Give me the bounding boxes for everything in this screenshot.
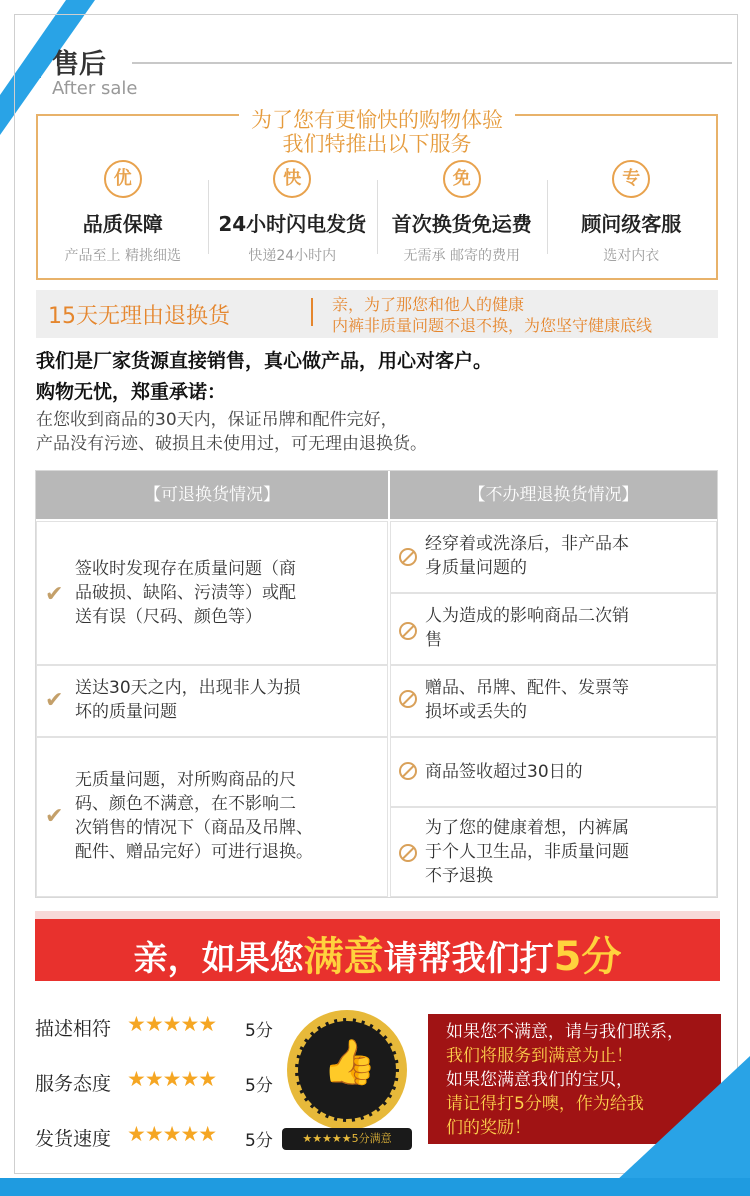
fast-badge-icon: 快	[273, 160, 311, 198]
cell-line: 损坏或丢失的	[425, 702, 527, 722]
star-icon: ★★★★★	[127, 1122, 217, 1146]
thumbs-up-icon: 👍	[322, 1037, 377, 1088]
rating-score: 5分	[245, 1131, 273, 1151]
message-line1: 如果您不满意，请与我们联系，	[446, 1022, 684, 1042]
cell-line: 售	[425, 630, 442, 650]
promise-line1: 我们是厂家货源直接销售，真心做产品，用心对客户。	[36, 350, 493, 372]
message-line3: 如果您满意我们的宝贝，	[446, 1070, 633, 1090]
services-panel	[36, 108, 718, 280]
rating-row-service	[35, 1065, 285, 1120]
quality-badge-icon: 优	[104, 160, 142, 198]
cell-line: 不予退换	[425, 866, 493, 886]
banner-text-part1: 亲，如果您	[133, 939, 304, 979]
table-row	[36, 737, 388, 897]
rating-row-description	[35, 1010, 285, 1065]
five-star-medal	[282, 1010, 412, 1150]
section-header	[36, 40, 726, 100]
return-policy-line1: 亲，为了那您和他人的健康	[332, 295, 525, 314]
cell-line: 次销售的情况下（商品及吊牌、	[75, 818, 313, 838]
cell-line: 身质量问题的	[425, 558, 527, 578]
service-sub: 产品至上 精挑细选	[64, 248, 181, 264]
banner-text-part2: 请帮我们打	[383, 939, 554, 979]
rating-banner	[35, 911, 720, 981]
service-name: 品质保障	[82, 212, 163, 236]
banner-highlight-score: 5分	[553, 934, 622, 980]
service-item-quality	[38, 156, 208, 274]
service-name: 首次换货免运费	[391, 212, 532, 236]
prohibited-icon	[399, 622, 417, 640]
table-row	[36, 521, 388, 665]
medal-ribbon: ★★★★★5分满意	[282, 1128, 412, 1150]
rating-row-delivery	[35, 1120, 285, 1175]
bottom-bar	[0, 1178, 750, 1196]
prohibited-icon	[399, 690, 417, 708]
return-policy-line2: 内裤非质量问题不退不换，为您坚守健康底线	[332, 316, 653, 335]
table-row	[390, 521, 717, 593]
services-title-line1: 为了您有更愉快的购物体验	[239, 108, 515, 132]
cell-line: 送有误（尺码、颜色等）	[75, 607, 262, 627]
cell-line: 商品签收超过30日的	[425, 762, 583, 782]
return-policy-title: 15天无理由退换货	[48, 304, 230, 329]
services-title-line2: 我们特推出以下服务	[282, 132, 472, 156]
service-item-fast	[208, 156, 378, 274]
table-row	[390, 737, 717, 807]
banner-stripe	[35, 911, 720, 919]
table-header-non-returnable: 【不办理退换货情况】	[390, 471, 717, 519]
check-icon: ✔	[45, 582, 64, 607]
promise-line3: 在您收到商品的30天内，保证吊牌和配件完好，	[36, 410, 398, 430]
rating-list	[35, 1010, 285, 1175]
banner-highlight-satisfied: 满意	[303, 934, 384, 980]
header-divider	[132, 62, 732, 64]
service-item-free	[377, 156, 547, 274]
return-policy-bar	[36, 290, 718, 338]
service-sub: 快递24小时内	[248, 248, 337, 264]
page-title: 售后	[52, 49, 106, 80]
cell-line: 送达30天之内，出现非人为损	[75, 678, 301, 698]
message-line5: 们的奖励！	[446, 1118, 531, 1138]
cell-line: 签收时发现存在质量问题（商	[75, 559, 296, 579]
table-header-returnable: 【可退换货情况】	[36, 471, 388, 519]
table-row	[390, 807, 717, 897]
cell-line: 品破损、缺陷、污渍等）或配	[75, 583, 296, 603]
table-row	[36, 665, 388, 737]
cell-line: 为了您的健康着想，内裤属	[425, 818, 629, 838]
promise-line2: 购物无忧，郑重承诺：	[36, 381, 227, 403]
services-list	[38, 156, 716, 274]
table-row	[390, 593, 717, 665]
message-line4: 请记得打5分噢，作为给我	[446, 1094, 644, 1114]
cell-line: 人为造成的影响商品二次销	[425, 606, 629, 626]
star-icon: ★★★★★	[127, 1067, 217, 1091]
check-icon: ✔	[45, 804, 64, 829]
prohibited-icon	[399, 762, 417, 780]
promise-block	[36, 346, 726, 456]
cell-line: 于个人卫生品，非质量问题	[425, 842, 629, 862]
service-sub: 无需承 邮寄的费用	[403, 248, 520, 264]
prohibited-icon	[399, 548, 417, 566]
corner-decoration-bottom	[600, 1056, 750, 1196]
rating-score: 5分	[245, 1076, 273, 1096]
service-item-support	[547, 156, 717, 274]
page-subtitle: After sale	[52, 78, 138, 99]
header-accent-bar	[36, 44, 41, 78]
support-badge-icon: 专	[612, 160, 650, 198]
cell-line: 无质量问题，对所购商品的尺	[75, 770, 296, 790]
rating-score: 5分	[245, 1021, 273, 1041]
return-policy-divider	[311, 298, 313, 326]
free-badge-icon: 免	[443, 160, 481, 198]
check-icon: ✔	[45, 688, 64, 713]
cell-line: 码、颜色不满意，在不影响二	[75, 794, 296, 814]
table-row	[390, 665, 717, 737]
rating-label: 发货速度	[35, 1128, 112, 1150]
return-conditions-table	[35, 470, 718, 898]
cell-line: 坏的质量问题	[75, 702, 177, 722]
rating-label: 描述相符	[35, 1018, 112, 1040]
cell-line: 赠品、吊牌、配件、发票等	[425, 678, 629, 698]
cell-line: 配件、赠品完好）可进行退换。	[75, 842, 313, 862]
star-icon: ★★★★★	[127, 1012, 217, 1036]
service-sub: 选对内衣	[603, 248, 660, 264]
service-name: 24小时闪电发货	[218, 212, 367, 236]
rating-label: 服务态度	[35, 1073, 112, 1095]
promise-line4: 产品没有污迹、破损且未使用过，可无理由退换货。	[36, 434, 427, 454]
service-name: 顾问级客服	[581, 212, 682, 236]
message-line2: 我们将服务到满意为止！	[446, 1046, 633, 1066]
cell-line: 经穿着或洗涤后，非产品本	[425, 534, 629, 554]
prohibited-icon	[399, 844, 417, 862]
